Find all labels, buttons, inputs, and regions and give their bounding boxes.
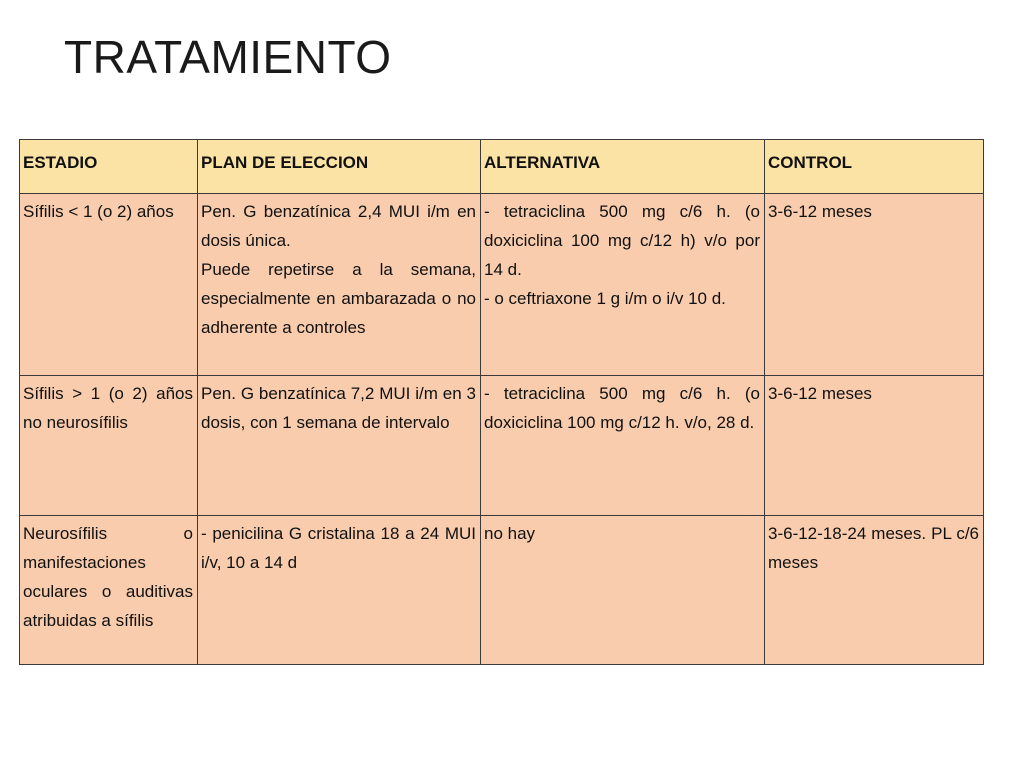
plan-line: Puede repetirse a la semana, especialmente en ambarazada o no adherente a controles <box>201 260 476 337</box>
cell-estadio: Sífilis > 1 (o 2) años no neurosífilis <box>20 376 198 516</box>
cell-estadio: Sífilis < 1 (o 2) años <box>20 194 198 376</box>
cell-alternativa <box>481 376 765 516</box>
cell-alternativa <box>481 194 765 376</box>
column-header-plan: PLAN DE ELECCION <box>198 140 481 194</box>
alternativa-line: no hay <box>484 524 536 543</box>
alternativa-line: - o ceftriaxone 1 g i/m o i/v 10 d. <box>484 289 726 308</box>
cell-plan <box>198 516 481 665</box>
cell-control: 3-6-12 meses <box>765 376 984 516</box>
table-row <box>20 194 984 376</box>
cell-control: 3-6-12-18-24 meses. PL c/6 meses <box>765 516 984 665</box>
treatment-table <box>19 139 984 665</box>
cell-plan <box>198 194 481 376</box>
table-row <box>20 376 984 516</box>
plan-line: - penicilina G cristalina 18 a 24 MUI i/v, 10 a 14 d <box>201 524 476 572</box>
cell-plan <box>198 376 481 516</box>
column-header-control: CONTROL <box>765 140 984 194</box>
cell-control: 3-6-12 meses <box>765 194 984 376</box>
page-title: TRATAMIENTO <box>64 31 392 83</box>
cell-estadio: Neurosífilis o manifestaciones oculares o auditivas atribuidas a sífilis <box>20 516 198 665</box>
plan-line: Pen. G benzatínica 2,4 MUI i/m en dosis única. <box>201 202 476 250</box>
table-header-row <box>20 140 984 194</box>
alternativa-line: - tetraciclina 500 mg c/6 h. (o doxiciclina 100 mg c/12 h. v/o, 28 d. <box>484 384 760 432</box>
table-row <box>20 516 984 665</box>
cell-alternativa <box>481 516 765 665</box>
column-header-alternativa: ALTERNATIVA <box>481 140 765 194</box>
plan-line: Pen. G benzatínica 7,2 MUI i/m en 3 dosis, con 1 semana de intervalo <box>201 384 476 432</box>
alternativa-line: - tetraciclina 500 mg c/6 h. (o doxiciclina 100 mg c/12 h) v/o por 14 d. <box>484 202 760 279</box>
column-header-estadio: ESTADIO <box>20 140 198 194</box>
